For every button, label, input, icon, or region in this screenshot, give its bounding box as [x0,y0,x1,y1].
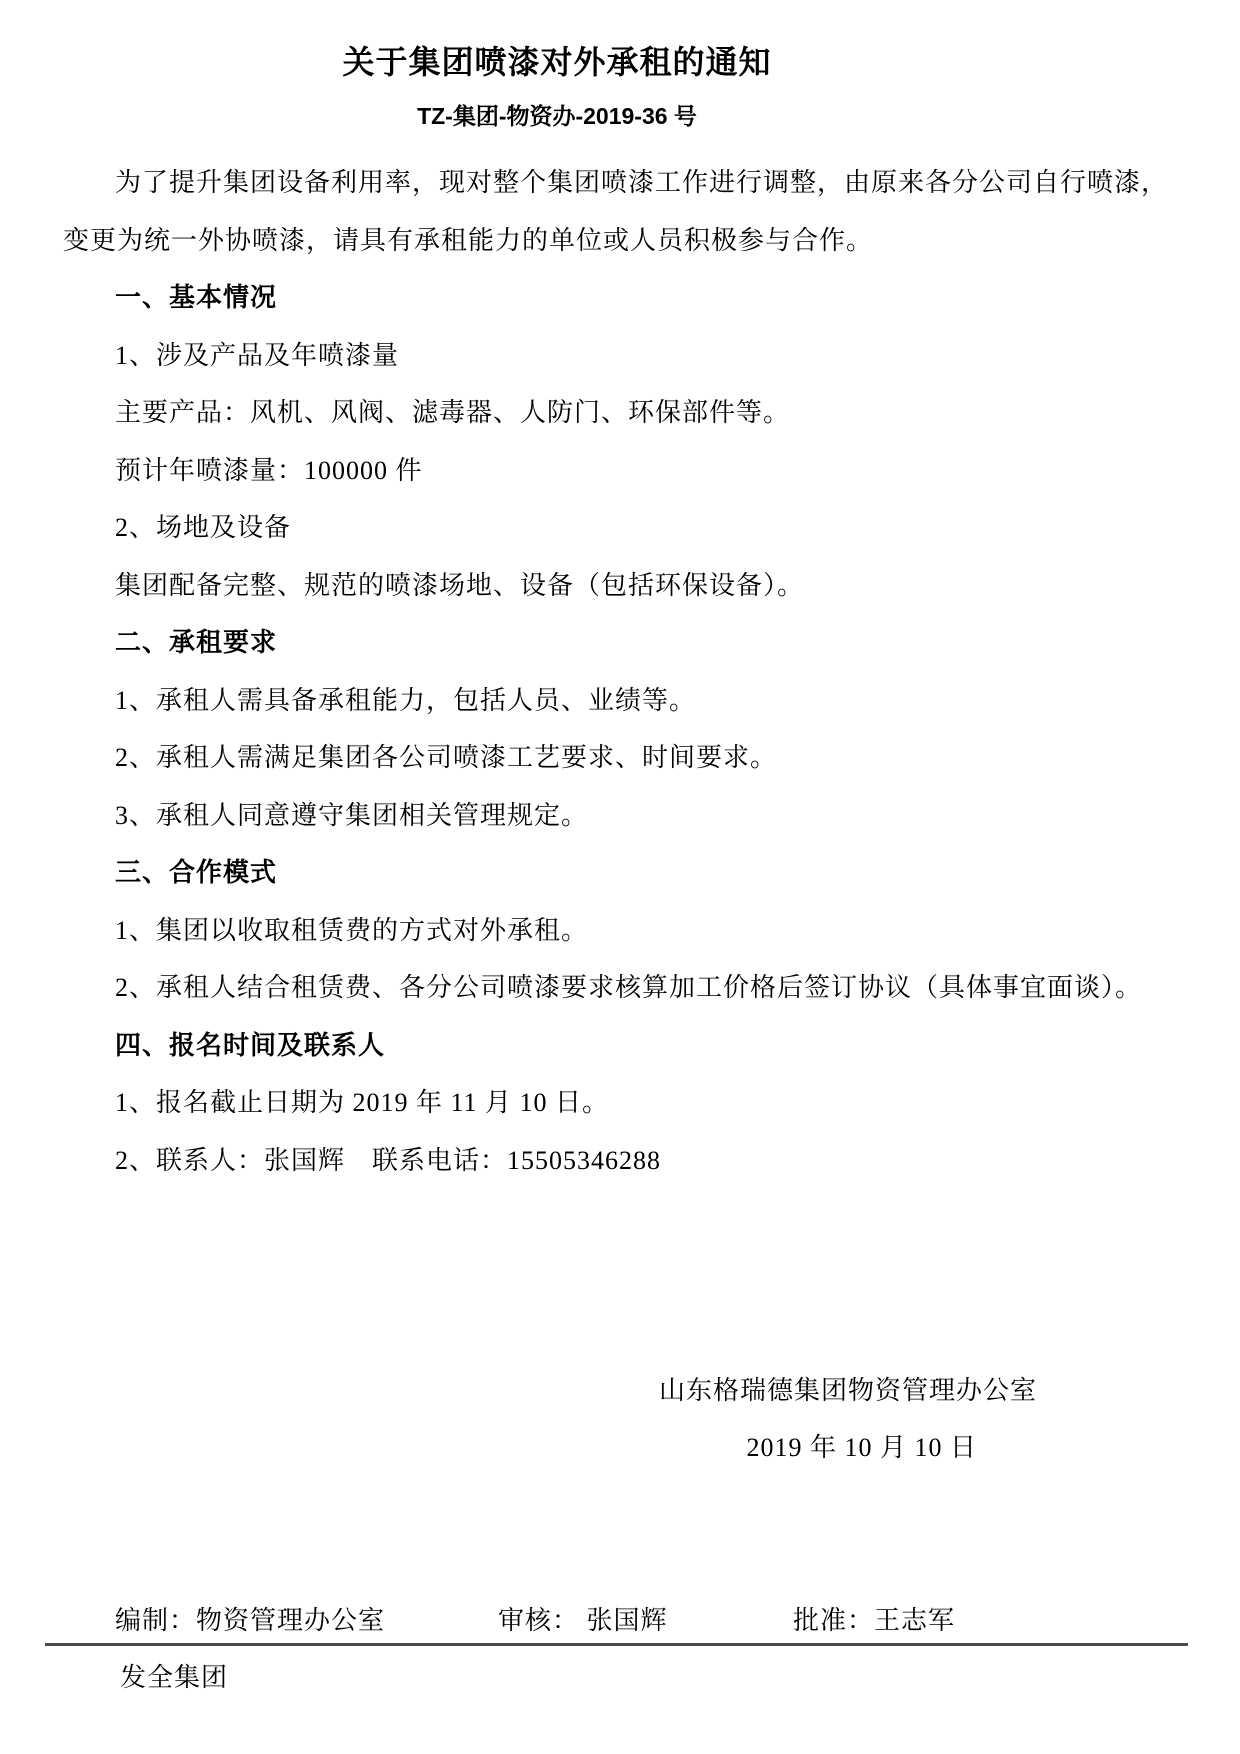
section-1-item-1: 1、涉及产品及年喷漆量 [115,340,400,370]
section-2-item-3: 3、承租人同意遵守集团相关管理规定。 [115,800,589,830]
section-1-item-4: 2、场地及设备 [115,513,292,542]
intro-paragraph: 为了提升集团设备利用率，现对整个集团喷漆工作进行调整，由原来各分公司自行喷漆，变更为统一外协喷漆，请具有承租能力的单位或人员积极参与合作。 [63,168,1169,255]
footer-divider-line [45,1643,1188,1646]
section-4-item-2: 2、联系人：张国辉 联系电话：15505346288 [115,1145,662,1175]
distribution-note: 发全集团 [120,1663,229,1692]
section-3-item-1: 1、集团以收取租赁费的方式对外承租。 [115,915,589,945]
section-1-item-5: 集团配备完整、规范的喷漆场地、设备（包括环保设备）。 [115,570,805,600]
footer-reviewed-by: 审核： 张国辉 [498,1605,668,1635]
spacer [63,1189,1177,1362]
section-1-item-2: 主要产品：风机、风阀、滤毒器、人防门、环保部件等。 [115,398,791,427]
section-1-heading: 一、基本情况 [115,282,278,312]
document-body [63,154,1177,1707]
section-2-item-1: 1、承租人需具备承租能力，包括人员、业绩等。 [115,685,697,715]
signature-organization: 山东格瑞德集团物资管理办公室 [658,1375,1037,1405]
section-3-heading: 三、合作模式 [115,857,278,887]
document-number: TZ-集团-物资办-2019-36 号 [417,103,697,129]
section-2-heading: 二、承租要求 [115,627,278,657]
section-4-item-1: 1、报名截止日期为 2019 年 11 月 10 日。 [115,1088,610,1117]
section-1-item-3: 预计年喷漆量：100000 件 [115,455,423,485]
approval-row [63,1592,1177,1650]
footer-prepared-by: 编制：物资管理办公室 [115,1605,386,1635]
signature-date: 2019 年 10 月 10 日 [746,1433,977,1462]
footer-approved-by: 批准：王志军 [793,1605,956,1635]
section-2-item-2: 2、承租人需满足集团各公司喷漆工艺要求、时间要求。 [115,743,778,772]
section-4-heading: 四、报名时间及联系人 [115,1029,386,1060]
section-3-item-2: 2、承租人结合租赁费、各分公司喷漆要求核算加工价格后签订协议（具体事宜面谈）。 [115,973,1143,1002]
spacer [63,1477,1177,1592]
document-title: 关于集团喷漆对外承租的通知 [342,44,772,80]
